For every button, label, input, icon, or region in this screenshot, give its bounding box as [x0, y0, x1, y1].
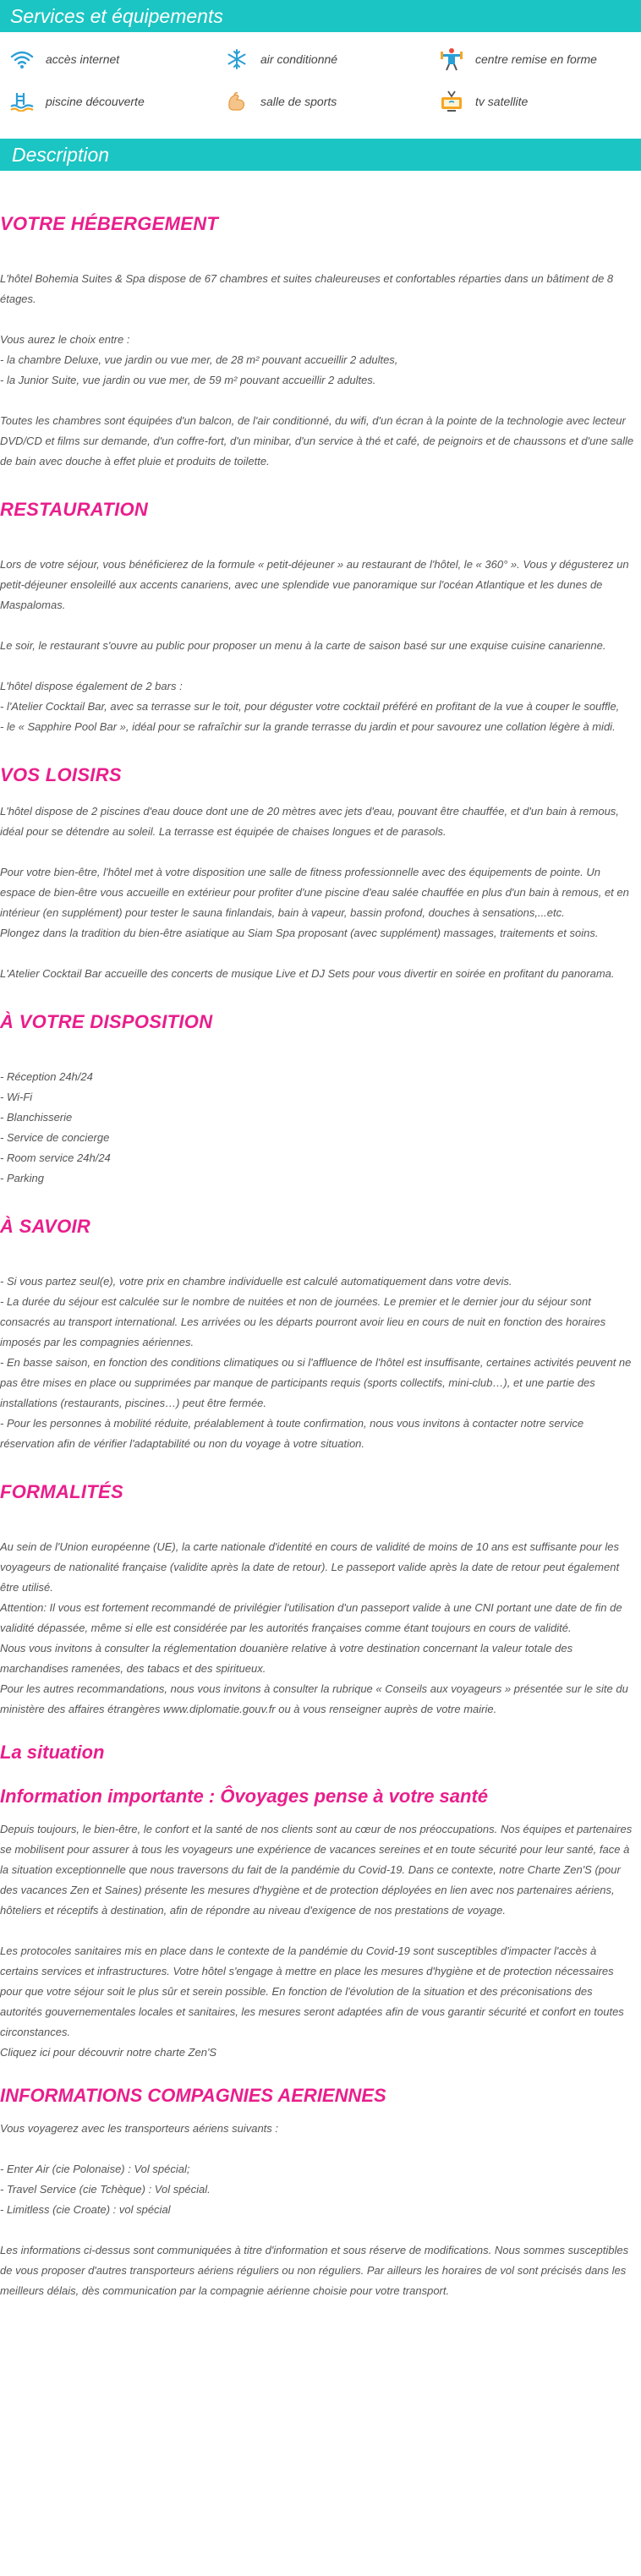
list-item: - Pour les personnes à mobilité réduite, préalablement à toute confirmation, nous vous invitons à contacter notre service réservation afin de vérifier l'adaptabilité ou non du voyage à votre situation. — [0, 1417, 584, 1450]
list-item: - La durée du séjour est calculée sur le nombre de nuitées et non de journées. Le premier et le dernier jour du séjour sont consacrés au transport international. Les arrivées ou les départs pourront avoir lieu en cours de nuit en fonction des horaires imposés par les compagnies aériennes. — [0, 1295, 606, 1348]
description-header — [0, 139, 641, 171]
compagnies-intro: Vous voyagerez avec les transporteurs aériens suivants : — [0, 2122, 279, 2135]
list-item: - Enter Air (cie Polonaise) : Vol spécial; — [0, 2163, 190, 2175]
text-line: L'hôtel dispose également de 2 bars : — [0, 680, 183, 692]
restauration-bars — [0, 676, 641, 737]
charte-link[interactable]: Cliquez ici pour découvrir notre charte Zen'S — [0, 2046, 217, 2059]
description-title: Description — [12, 144, 110, 166]
list-item: - Room service 24h/24 — [0, 1151, 111, 1164]
snowflake-icon — [223, 47, 250, 71]
restauration-evening: Le soir, le restaurant s'ouvre au public pour proposer un menu à la carte de saison basé sur une exquise cuisine canarienne. — [0, 639, 606, 652]
text-line: Les protocoles sanitaires mis en place dans le contexte de la pandémie du Covid-19 sont susceptibles d'impacter l'accès à certains services et infrastructures. Votre hôtel s'engage à mettre en place les mesures d'hygiène et de protection nécessaires pour que votre séjour soit le plus sûr et serein possible. En fonction de l'évolution de la situation et des préconisations des autorités gouvernementales locales et sanitaires, les mesures seront adaptées afin de vous garantir sécurité et confort en toutes circonstances. — [0, 1944, 624, 2038]
formalites-text — [0, 1537, 641, 1720]
hebergement-room-choices — [0, 330, 641, 391]
section-title-disposition: À VOTRE DISPOSITION — [0, 1011, 213, 1032]
service-label: centre remise en forme — [475, 52, 597, 66]
service-label: air conditionné — [260, 52, 338, 66]
list-item: - Parking — [0, 1172, 45, 1184]
section-title-info-sante: Information importante : Ôvoyages pense à votre santé — [0, 1786, 489, 1807]
hebergement-intro: L'hôtel Bohemia Suites & Spa dispose de 67 chambres et suites chaleureuses et confortables réparties dans un bâtiment de 8 étages. — [0, 272, 614, 305]
list-item: - Si vous partez seul(e), votre prix en chambre individuelle est calculé automatiquement dans votre devis. — [0, 1275, 512, 1288]
section-title-savoir: À SAVOIR — [0, 1216, 91, 1237]
service-satellite-tv — [438, 86, 641, 117]
list-item: - En basse saison, en fonction des conditions climatiques ou si l'affluence de l'hôtel est insuffisante, certaines activités peuvent ne pas être mises en place ou supprimées par manque de participants requis (sports collectifs, mini-club…), et une partie des installations (restaurants, piscines…) peut être fermée. — [0, 1356, 632, 1409]
restauration-breakfast: Lors de votre séjour, vous bénéficierez de la formule « petit-déjeuner » au restaurant de l'hôtel, le « 360° ». Vous y dégusterez un petit-déjeuner ensoleillé aux accents canariens, avec une splendide vue panoramique sur l'océan Atlantique et les dunes de Maspalomas. — [0, 558, 629, 611]
service-label: accès internet — [46, 52, 120, 66]
loisirs-pools: L'hôtel dispose de 2 piscines d'eau douce dont une de 20 mètres avec jets d'eau, pouvant être chauffée, et d'un bain à remous, idéal pour se détendre au soleil. La terrasse est équipée de chaises longues et de parasols. — [0, 805, 619, 838]
compagnies-disclaimer: Les informations ci-dessus sont communiquées à titre d'information et sous réserve de modifications. Nous sommes susceptibles de vous proposer d'autres transporteurs aériens réguliers ou non réguliers. Par ailleurs les horaires de vol sont précisés dans les meilleurs délais, dès communication par la compagnie aérienne choisie pour votre transport. — [0, 2244, 629, 2297]
list-item: - Réception 24h/24 — [0, 1070, 93, 1083]
text-line: - la Junior Suite, vue jardin ou vue mer, de 59 m² pouvant accueillir 2 adultes. — [0, 374, 376, 386]
text-line: Attention: Il vous est fortement recommandé de privilégier l'utilisation d'un passeport valide à une CNI portant une date de fin de validité dépassée, même si elle est considérée par les autorités françaises comme étant toujours en cours de validité. — [0, 1601, 622, 1634]
text-line: - le « Sapphire Pool Bar », idéal pour se rafraîchir sur la grande terrasse du jardin et pour savourez une collation légère à midi. — [0, 720, 616, 733]
section-title-formalites: FORMALITÉS — [0, 1481, 123, 1502]
services-title: Services et équipements — [10, 5, 223, 27]
fitness-icon — [438, 47, 465, 71]
list-item: - Travel Service (cie Tchèque) : Vol spécial. — [0, 2183, 211, 2196]
service-air-conditioning — [223, 44, 438, 74]
service-label: salle de sports — [260, 95, 337, 108]
service-label: tv satellite — [475, 95, 529, 108]
list-item: - Limitless (cie Croate) : vol spécial — [0, 2203, 171, 2216]
loisirs-wellness: Pour votre bien-être, l'hôtel met à votre disposition une salle de fitness professionnelle avec des équipements de pointe. Un espace de bien-être vous accueille en extérieur pour profiter d'une piscine d'eau salée chauffée en plus d'un bain à remous, et en intérieur (en supplément) pour tester le sauna finlandais, bain à vapeur, bassin profond, douches à sensations,...etc. — [0, 866, 629, 919]
hebergement-equipment: Toutes les chambres sont équipées d'un balcon, de l'air conditionné, du wifi, d'un écran à la pointe de la technologie avec lecteur DVD/CD et films sur demande, d'un coffre-fort, d'un minibar, d'un service à thé et café, de peignoirs et de chaussons et d'une salle de bain avec douche à effet pluie et produits de toilette. — [0, 414, 634, 468]
info-sante-protocols — [0, 1941, 641, 2063]
service-internet — [8, 44, 223, 74]
wifi-icon — [8, 47, 36, 71]
service-gym — [223, 86, 438, 117]
list-item: - Service de concierge — [0, 1131, 110, 1144]
service-fitness-center — [438, 44, 641, 74]
section-title-restauration: RESTAURATION — [0, 499, 149, 520]
info-sante-intro: Depuis toujours, le bien-être, le confort et la santé de nos clients sont au cœur de nos préoccupations. Nos équipes et partenaires se mobilisent pour assurer à tous les voyageurs une expérience de vacances sereines et en toute sécurité pour leur santé, face à la situation exceptionnelle que nous traversons du fait de la pandémie du Covid-19. Dans ce contexte, notre Charte Zen'S (pour des vacances Zen et Saines) présente les mesures d'hygiène et de protection déployées en lien avec nos partenaires aériens, hôteliers et réceptifs à destination, afin de répondre au niveau d'exigence de nos prestations de voyage. — [0, 1823, 633, 1917]
service-outdoor-pool — [8, 86, 223, 117]
compagnies-list — [0, 2159, 641, 2220]
services-header — [0, 0, 641, 32]
text-line: - la chambre Deluxe, vue jardin ou vue mer, de 28 m² pouvant accueillir 2 adultes, — [0, 353, 398, 366]
section-title-loisirs: VOS LOISIRS — [0, 764, 122, 785]
text-line: Pour les autres recommandations, nous vous invitons à consulter la rubrique « Conseils aux voyageurs » présentée sur le site du ministère des affaires étrangères www.diplomatie.gouv.fr ou à vous renseigner auprès de votre mairie. — [0, 1682, 628, 1715]
services-grid — [0, 32, 641, 123]
pool-icon — [8, 90, 36, 113]
gym-icon — [223, 90, 250, 113]
service-label: piscine découverte — [46, 95, 145, 108]
tv-satellite-icon — [438, 90, 465, 113]
list-item: - Wi-Fi — [0, 1091, 33, 1103]
text-line: Vous aurez le choix entre : — [0, 333, 130, 346]
disposition-list — [0, 1067, 641, 1189]
description-content — [0, 171, 641, 2301]
list-item: - Blanchisserie — [0, 1111, 73, 1124]
section-title-hebergement: VOTRE HÉBERGEMENT — [0, 213, 219, 234]
text-line: Au sein de l'Union européenne (UE), la carte nationale d'identité en cours de validité de moins de 10 ans est suffisante pour les voyageurs de nationalité française (validite après la date de retour). Le passeport valide après la date de retour peut également être utilisé. — [0, 1540, 620, 1594]
savoir-list — [0, 1272, 641, 1454]
text-line: Nous vous invitons à consulter la réglementation douanière relative à votre destination concernant la valeur totale des marchandises ramenées, des tabacs et des spiritueux. — [0, 1642, 573, 1675]
loisirs-spa: Plongez dans la tradition du bien-être asiatique au Siam Spa proposant (avec supplément) massages, traitements et soins. — [0, 927, 599, 939]
loisirs-concerts: L'Atelier Cocktail Bar accueille des concerts de musique Live et DJ Sets pour vous divertir en soirée en profitant du panorama. — [0, 967, 615, 980]
section-title-situation: La situation — [0, 1742, 105, 1763]
section-title-compagnies: INFORMATIONS COMPAGNIES AERIENNES — [0, 2085, 386, 2106]
text-line: - l'Atelier Cocktail Bar, avec sa terrasse sur le toit, pour déguster votre cocktail préféré en profitant de la vue à couper le souffle, — [0, 700, 620, 713]
